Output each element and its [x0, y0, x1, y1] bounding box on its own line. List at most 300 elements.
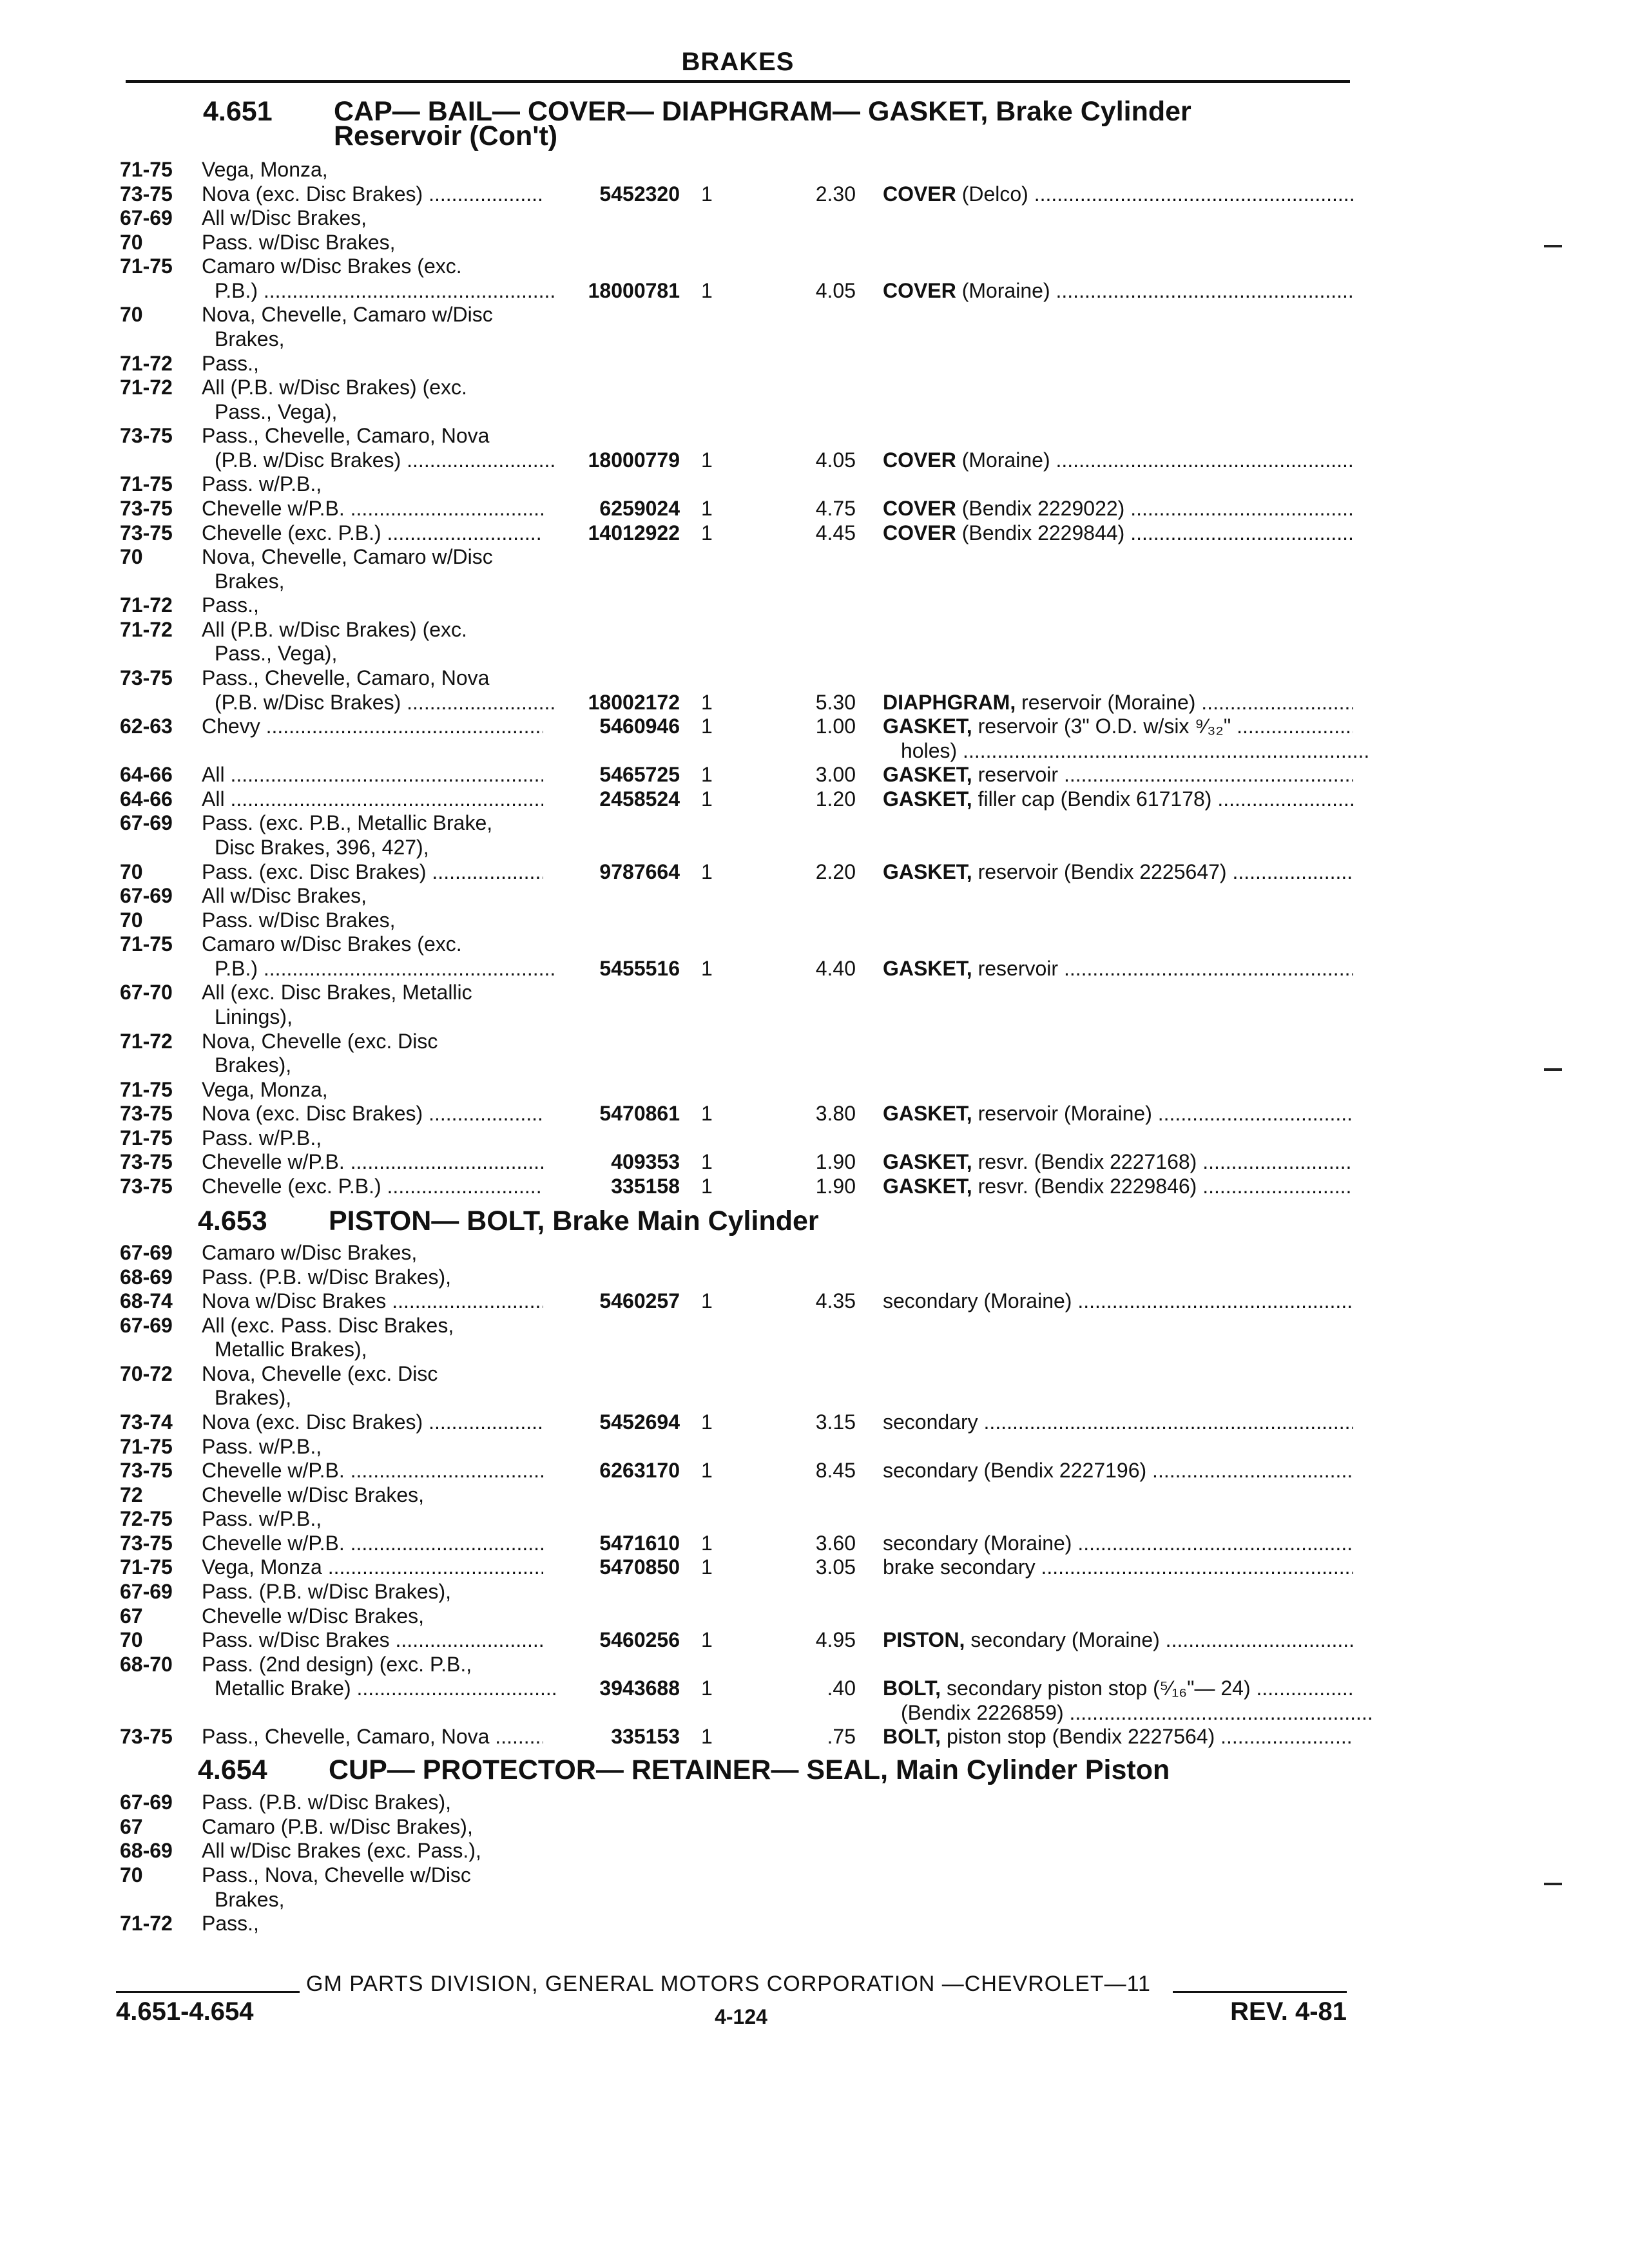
section-title-continued: Reservoir (Con't)	[334, 120, 558, 151]
model-years: 73-75	[120, 1725, 173, 1748]
quantity: 1	[701, 1532, 713, 1555]
parts-row	[0, 835, 1629, 860]
parts-row	[0, 1101, 1629, 1126]
part-description	[883, 496, 1353, 521]
price: 3.80	[815, 1102, 856, 1125]
part-name: PISTON,	[883, 1628, 965, 1651]
part-number: 5460946	[599, 715, 680, 738]
parts-row	[0, 1289, 1629, 1313]
quantity: 1	[701, 521, 713, 544]
price: 4.35	[815, 1289, 856, 1312]
application: Pass. w/P.B.,	[202, 1435, 322, 1458]
parts-row	[0, 230, 1629, 255]
application: Linings),	[215, 1005, 293, 1028]
part-detail: piston stop (Bendix 2227564)	[941, 1725, 1215, 1748]
parts-row	[0, 1531, 1629, 1555]
application: Metallic Brake) .....	[215, 1676, 556, 1700]
section-number: 4.651	[203, 96, 273, 127]
part-detail: secondary (Moraine)	[883, 1532, 1072, 1555]
parts-row	[0, 351, 1629, 376]
model-years: 64-66	[120, 763, 173, 786]
application: All w/Disc Brakes,	[202, 884, 367, 907]
price: 3.05	[815, 1555, 856, 1579]
part-detail: reservoir (Moraine)	[1016, 691, 1196, 714]
model-years: 70-72	[120, 1362, 173, 1385]
application: Brakes,	[215, 327, 285, 351]
part-name: COVER	[883, 448, 956, 472]
parts-row	[0, 714, 1629, 738]
price: 1.90	[815, 1150, 856, 1173]
model-years: 70	[120, 545, 143, 568]
part-description	[883, 1676, 1353, 1700]
model-years: 71-72	[120, 1912, 173, 1935]
part-number: 335158	[611, 1175, 680, 1198]
part-detail: reservoir	[972, 957, 1059, 980]
section-title: CUP— PROTECTOR— RETAINER— SEAL, Main Cylinder Piston	[329, 1754, 1170, 1785]
application: Nova, Chevelle (exc. Disc	[202, 1030, 438, 1053]
part-description	[883, 521, 1353, 545]
model-years: 71-72	[120, 593, 173, 617]
parts-row	[0, 423, 1629, 448]
application: Chevelle w/P.B. .....	[202, 496, 543, 521]
model-years: 71-75	[120, 255, 173, 278]
application: Chevelle (exc. P.B.) .....	[202, 1174, 543, 1198]
application: All (P.B. w/Disc Brakes) (exc.	[202, 618, 467, 641]
footer-section-range: 4.651-4.654	[116, 1997, 254, 2026]
model-years: 73-75	[120, 666, 173, 689]
parts-row	[0, 738, 1629, 763]
quantity: 1	[701, 1150, 713, 1173]
parts-row	[0, 496, 1629, 521]
quantity: 1	[701, 1677, 713, 1700]
quantity: 1	[701, 715, 713, 738]
parts-row	[0, 690, 1629, 715]
quantity: 1	[701, 1459, 713, 1482]
part-description	[883, 182, 1353, 206]
application: Pass., Nova, Chevelle w/Disc	[202, 1863, 471, 1887]
model-years: 73-74	[120, 1410, 173, 1434]
parts-row	[0, 254, 1629, 278]
application: Pass. w/Disc Brakes,	[202, 231, 396, 254]
part-detail: reservoir	[972, 763, 1059, 786]
footer-rule-right	[1173, 1991, 1347, 1993]
model-years: 71-72	[120, 618, 173, 641]
application: Metallic Brakes),	[215, 1338, 367, 1361]
part-detail: reservoir (3" O.D. w/six ⁹⁄₃₂"	[972, 715, 1231, 738]
model-years: 67-69	[120, 884, 173, 907]
price: 3.60	[815, 1532, 856, 1555]
page-header: BRAKES	[681, 48, 795, 76]
parts-row	[0, 1077, 1629, 1102]
part-detail: secondary (Moraine)	[965, 1628, 1160, 1651]
model-years: 71-75	[120, 1435, 173, 1458]
application: Pass. (P.B. w/Disc Brakes),	[202, 1580, 452, 1603]
part-description	[883, 278, 1353, 303]
section-title: PISTON— BOLT, Brake Main Cylinder	[329, 1206, 819, 1236]
part-name: GASKET,	[883, 1150, 972, 1173]
application: All .....	[202, 762, 543, 787]
part-description	[883, 1410, 1353, 1434]
parts-row	[0, 932, 1629, 956]
model-years: 73-75	[120, 497, 173, 520]
model-years: 68-70	[120, 1653, 173, 1676]
part-detail: secondary (Moraine)	[883, 1289, 1072, 1312]
part-detail: brake secondary	[883, 1555, 1036, 1579]
application: Pass. (exc. Disc Brakes) .....	[202, 860, 543, 884]
model-years: 62-63	[120, 715, 173, 738]
part-number: 6263170	[599, 1459, 680, 1482]
part-description-continued: (Bendix 2226859) .....	[901, 1700, 1371, 1725]
part-description	[883, 1149, 1353, 1174]
model-years: 71-75	[120, 1555, 173, 1579]
model-years: 67	[120, 1604, 143, 1628]
part-number: 9787664	[599, 860, 680, 883]
application: Nova w/Disc Brakes .....	[202, 1289, 543, 1313]
parts-row	[0, 1790, 1629, 1814]
part-description	[883, 1628, 1353, 1652]
quantity: 1	[701, 787, 713, 811]
application: Chevelle w/Disc Brakes,	[202, 1604, 424, 1628]
model-years: 71-72	[120, 376, 173, 399]
application: Chevelle (exc. P.B.) .....	[202, 521, 543, 545]
part-number: 5455516	[599, 957, 680, 980]
parts-row	[0, 1053, 1629, 1077]
part-name: COVER	[883, 497, 956, 520]
quantity: 1	[701, 1725, 713, 1748]
application: Nova (exc. Disc Brakes) .....	[202, 1101, 543, 1126]
application: All .....	[202, 787, 543, 811]
parts-row	[0, 908, 1629, 932]
part-number: 5452320	[599, 182, 680, 206]
parts-row	[0, 1676, 1629, 1700]
application: (P.B. w/Disc Brakes) .....	[215, 448, 556, 472]
part-name: GASKET,	[883, 787, 972, 811]
part-number: 5465725	[599, 763, 680, 786]
quantity: 1	[701, 1410, 713, 1434]
price: 3.15	[815, 1410, 856, 1434]
application: Pass. w/Disc Brakes,	[202, 908, 396, 932]
part-detail: secondary	[883, 1410, 978, 1434]
part-detail: resvr. (Bendix 2227168)	[972, 1150, 1197, 1173]
quantity: 1	[701, 448, 713, 472]
parts-row	[0, 521, 1629, 545]
parts-row	[0, 617, 1629, 642]
parts-row	[0, 811, 1629, 835]
application: Disc Brakes, 396, 427),	[215, 836, 429, 859]
model-years: 71-75	[120, 1126, 173, 1149]
model-years: 73-75	[120, 521, 173, 544]
application: Chevelle w/P.B. .....	[202, 1458, 543, 1483]
price: 4.05	[815, 279, 856, 302]
part-detail: secondary (Bendix 2227196)	[883, 1459, 1147, 1482]
model-years: 68-74	[120, 1289, 173, 1312]
model-years: 73-75	[120, 1102, 173, 1125]
model-years: 70	[120, 860, 143, 883]
parts-row	[0, 472, 1629, 496]
application: Nova (exc. Disc Brakes) .....	[202, 182, 543, 206]
application: Chevelle w/P.B. .....	[202, 1149, 543, 1174]
parts-row	[0, 302, 1629, 327]
parts-row	[0, 1126, 1629, 1150]
part-name: BOLT,	[883, 1725, 941, 1748]
parts-row	[0, 1029, 1629, 1053]
price: 2.20	[815, 860, 856, 883]
model-years: 70	[120, 1863, 143, 1887]
model-years: 67-69	[120, 1241, 173, 1264]
margin-mark	[1544, 1068, 1562, 1071]
application: Pass. w/Disc Brakes .....	[202, 1628, 543, 1652]
part-detail: (Bendix 2229022)	[956, 497, 1125, 520]
model-years: 67-69	[120, 1580, 173, 1603]
part-number: 18002172	[588, 691, 680, 714]
quantity: 1	[701, 763, 713, 786]
parts-row	[0, 1385, 1629, 1410]
part-detail: resvr. (Bendix 2229846)	[972, 1175, 1197, 1198]
parts-row	[0, 787, 1629, 811]
parts-row	[0, 1863, 1629, 1887]
part-detail: (Delco)	[956, 182, 1028, 206]
part-number: 5452694	[599, 1410, 680, 1434]
part-description	[883, 448, 1353, 472]
price: 1.20	[815, 787, 856, 811]
parts-row	[0, 1410, 1629, 1434]
model-years: 71-72	[120, 1030, 173, 1053]
part-number: 5470861	[599, 1102, 680, 1125]
quantity: 1	[701, 279, 713, 302]
part-name: GASKET,	[883, 763, 972, 786]
part-name: GASKET,	[883, 957, 972, 980]
part-number: 5471610	[599, 1532, 680, 1555]
model-years: 68-69	[120, 1839, 173, 1862]
model-years: 70	[120, 1628, 143, 1651]
parts-row	[0, 1604, 1629, 1628]
model-years: 71-75	[120, 472, 173, 495]
parts-row	[0, 593, 1629, 617]
section-number: 4.653	[198, 1206, 267, 1236]
application: All (P.B. w/Disc Brakes) (exc.	[202, 376, 467, 399]
application: P.B.) .....	[215, 956, 556, 981]
parts-row	[0, 399, 1629, 424]
parts-row	[0, 206, 1629, 230]
application: Chevelle w/Disc Brakes,	[202, 1483, 424, 1506]
part-description-continued: holes) .....	[901, 738, 1371, 763]
parts-row	[0, 1652, 1629, 1677]
parts-row	[0, 1174, 1629, 1198]
quantity: 1	[701, 1628, 713, 1651]
model-years: 71-72	[120, 352, 173, 375]
footer-revision: REV. 4-81	[1230, 1997, 1347, 2026]
model-years: 67	[120, 1815, 143, 1838]
model-years: 67-69	[120, 811, 173, 834]
parts-row	[0, 448, 1629, 472]
application: Camaro w/Disc Brakes (exc.	[202, 932, 462, 956]
application: Chevelle w/P.B. .....	[202, 1531, 543, 1555]
parts-row	[0, 1814, 1629, 1839]
application: Brakes),	[215, 1386, 292, 1409]
parts-row	[0, 860, 1629, 884]
model-years: 70	[120, 303, 143, 326]
part-number: 2458524	[599, 787, 680, 811]
quantity: 1	[701, 1175, 713, 1198]
part-description	[883, 956, 1353, 981]
application: All (exc. Pass. Disc Brakes,	[202, 1314, 454, 1337]
parts-row	[0, 762, 1629, 787]
part-number: 18000779	[588, 448, 680, 472]
part-name: GASKET,	[883, 715, 972, 738]
part-name: COVER	[883, 521, 956, 544]
application: Vega, Monza .....	[202, 1555, 543, 1579]
section-title: CAP— BAIL— COVER— DIAPHGRAM— GASKET, Brake Cylinder	[334, 96, 1191, 127]
section-number: 4.654	[198, 1754, 267, 1785]
application: Nova (exc. Disc Brakes) .....	[202, 1410, 543, 1434]
part-number: 3943688	[599, 1677, 680, 1700]
parts-row	[0, 1724, 1629, 1749]
application: Nova, Chevelle (exc. Disc	[202, 1362, 438, 1385]
part-description	[883, 1555, 1353, 1579]
model-years: 73-75	[120, 1459, 173, 1482]
price: 4.75	[815, 497, 856, 520]
part-description	[883, 1724, 1353, 1749]
application: Brakes,	[215, 1888, 285, 1911]
parts-row	[0, 182, 1629, 206]
part-description	[883, 1531, 1353, 1555]
model-years: 70	[120, 908, 143, 932]
part-name: COVER	[883, 279, 956, 302]
part-detail: reservoir (Bendix 2225647)	[972, 860, 1227, 883]
model-years: 72-75	[120, 1507, 173, 1530]
part-number: 5460257	[599, 1289, 680, 1312]
application: Nova, Chevelle, Camaro w/Disc	[202, 545, 493, 568]
part-detail: (Bendix 2229844)	[956, 521, 1125, 544]
application: Pass. (2nd design) (exc. P.B.,	[202, 1653, 472, 1676]
part-description	[883, 714, 1353, 738]
footer-rule-left	[116, 1991, 300, 1993]
part-detail: secondary piston stop (⁵⁄₁₆"— 24)	[941, 1677, 1251, 1700]
model-years: 73-75	[120, 182, 173, 206]
margin-mark	[1544, 1883, 1562, 1885]
application: Pass., Vega),	[215, 400, 338, 423]
application: P.B.) .....	[215, 278, 556, 303]
application: Nova, Chevelle, Camaro w/Disc	[202, 303, 493, 326]
price: 5.30	[815, 691, 856, 714]
part-name: GASKET,	[883, 1102, 972, 1125]
quantity: 1	[701, 1555, 713, 1579]
parts-row	[0, 1700, 1629, 1725]
part-number: 409353	[611, 1150, 680, 1173]
part-description	[883, 1458, 1353, 1483]
price: .40	[827, 1677, 856, 1700]
model-years: 73-75	[120, 424, 173, 447]
model-years: 68-69	[120, 1265, 173, 1289]
part-number: 5470850	[599, 1555, 680, 1579]
part-detail: (Moraine)	[956, 448, 1050, 472]
application: All w/Disc Brakes (exc. Pass.),	[202, 1839, 481, 1862]
application: Pass., Chevelle, Camaro, Nova	[202, 424, 490, 447]
parts-row	[0, 980, 1629, 1004]
parts-row	[0, 1555, 1629, 1579]
part-number: 18000781	[588, 279, 680, 302]
parts-row	[0, 1838, 1629, 1863]
parts-row	[0, 1240, 1629, 1265]
application: Pass.,	[202, 593, 259, 617]
application: Camaro (P.B. w/Disc Brakes),	[202, 1815, 473, 1838]
price: 4.95	[815, 1628, 856, 1651]
part-name: GASKET,	[883, 860, 972, 883]
application: All (exc. Disc Brakes, Metallic	[202, 981, 472, 1004]
parts-row	[0, 883, 1629, 908]
model-years: 67-69	[120, 1791, 173, 1814]
price: 3.00	[815, 763, 856, 786]
quantity: 1	[701, 860, 713, 883]
parts-row	[0, 1337, 1629, 1361]
model-years: 67-69	[120, 206, 173, 229]
parts-row	[0, 666, 1629, 690]
model-years: 73-75	[120, 1150, 173, 1173]
application: Pass., Vega),	[215, 642, 338, 665]
part-detail: reservoir (Moraine)	[972, 1102, 1152, 1125]
part-description	[883, 762, 1353, 787]
parts-row	[0, 327, 1629, 351]
part-number: 5460256	[599, 1628, 680, 1651]
model-years: 71-75	[120, 932, 173, 956]
application: Pass., Chevelle, Camaro, Nova	[202, 666, 490, 689]
parts-row	[0, 956, 1629, 981]
price: 1.90	[815, 1175, 856, 1198]
application: Pass. w/P.B.,	[202, 472, 322, 495]
quantity: 1	[701, 497, 713, 520]
application: Pass. w/P.B.,	[202, 1126, 322, 1149]
part-description	[883, 690, 1353, 715]
parts-row	[0, 544, 1629, 569]
price: 4.45	[815, 521, 856, 544]
application: All w/Disc Brakes,	[202, 206, 367, 229]
parts-row	[0, 1483, 1629, 1507]
part-detail: filler cap (Bendix 617178)	[972, 787, 1212, 811]
quantity: 1	[701, 957, 713, 980]
parts-row	[0, 1458, 1629, 1483]
parts-row	[0, 1628, 1629, 1652]
application: Camaro w/Disc Brakes (exc.	[202, 255, 462, 278]
model-years: 72	[120, 1483, 143, 1506]
price: 4.05	[815, 448, 856, 472]
application: Pass. (P.B. w/Disc Brakes),	[202, 1791, 452, 1814]
application: Brakes,	[215, 570, 285, 593]
model-years: 73-75	[120, 1175, 173, 1198]
application: Pass. w/P.B.,	[202, 1507, 322, 1530]
parts-row	[0, 278, 1629, 303]
part-name: COVER	[883, 182, 956, 206]
part-number: 14012922	[588, 521, 680, 544]
application: Pass., Chevelle, Camaro, Nova .....	[202, 1724, 543, 1749]
parts-row	[0, 641, 1629, 666]
price: 1.00	[815, 715, 856, 738]
part-description	[883, 860, 1353, 884]
parts-row	[0, 1265, 1629, 1289]
application: Camaro w/Disc Brakes,	[202, 1241, 418, 1264]
part-number: 335153	[611, 1725, 680, 1748]
parts-row	[0, 1887, 1629, 1912]
application: Pass. (P.B. w/Disc Brakes),	[202, 1265, 452, 1289]
parts-row	[0, 1004, 1629, 1029]
part-number: 6259024	[599, 497, 680, 520]
parts-row	[0, 1579, 1629, 1604]
model-years: 67-70	[120, 981, 173, 1004]
parts-row	[0, 1361, 1629, 1386]
application: Vega, Monza,	[202, 158, 328, 181]
footer-publisher: GM PARTS DIVISION, GENERAL MOTORS CORPORATION —CHEVROLET—11	[306, 1972, 1151, 1996]
application: (P.B. w/Disc Brakes) .....	[215, 690, 556, 715]
parts-row	[0, 1149, 1629, 1174]
